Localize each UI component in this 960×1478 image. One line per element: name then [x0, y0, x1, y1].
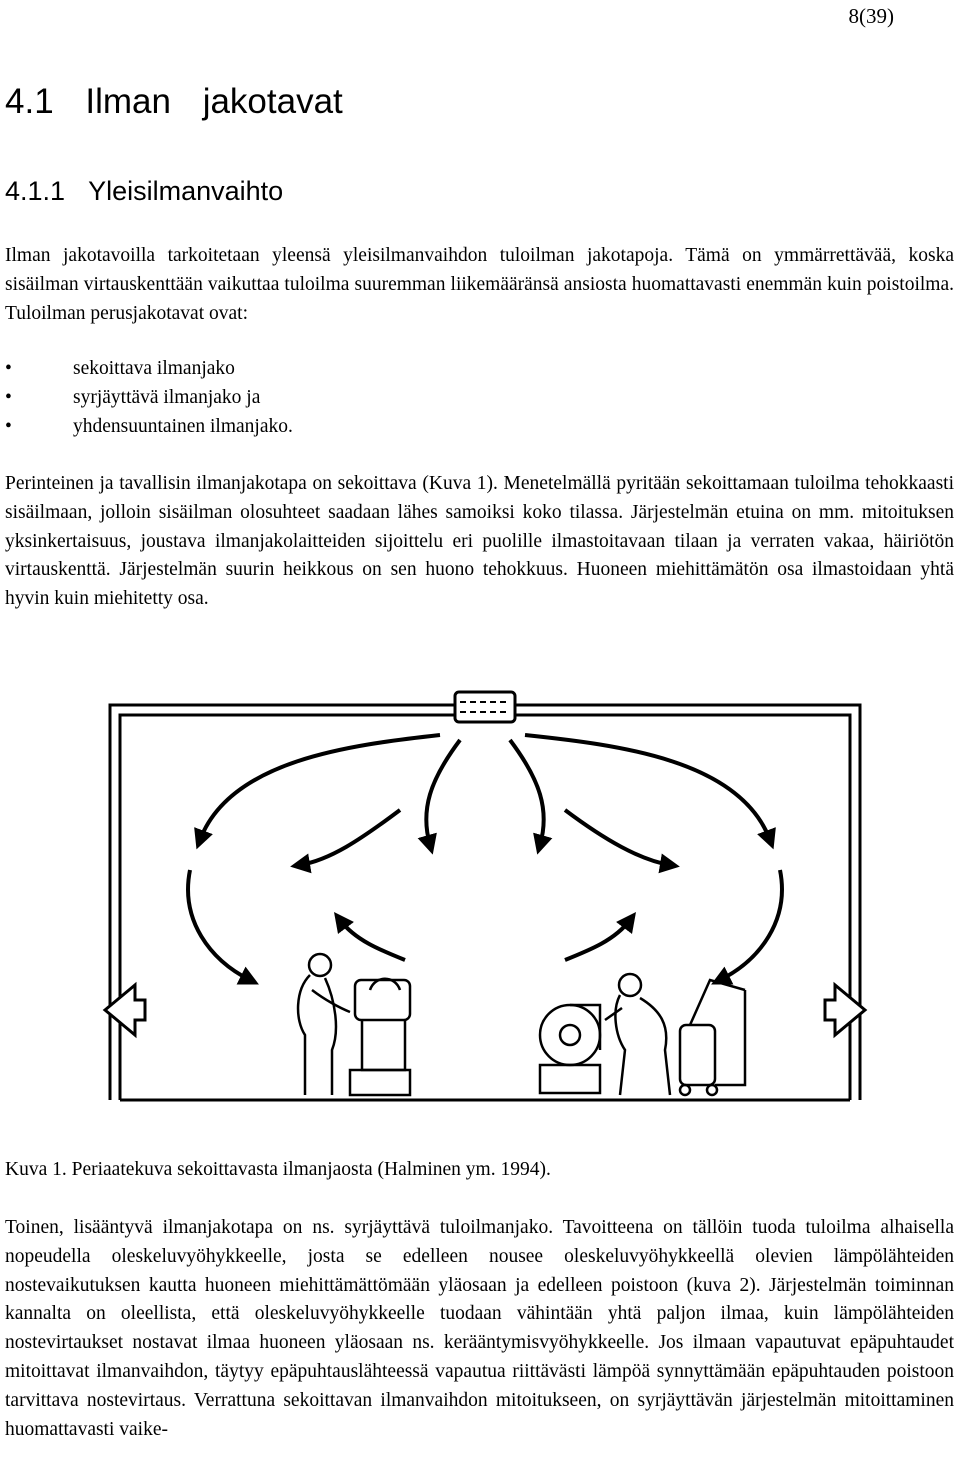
bullet-item [5, 355, 954, 384]
bullet-marker: • [5, 386, 12, 408]
bullet-marker: • [5, 358, 12, 379]
bullet-marker: • [5, 415, 12, 437]
mixing-ventilation-diagram [100, 690, 870, 1105]
worker-with-cart-icon [605, 974, 745, 1095]
worker-at-machine-icon [298, 954, 410, 1095]
bullet-text: sekoittava ilmanjako [73, 358, 235, 379]
bullet-item [5, 384, 954, 413]
room-walls [110, 705, 860, 1100]
bullet-text: yhdensuuntainen ilmanjako. [73, 415, 293, 437]
paragraph-displacement: Toinen, lisääntyvä ilmanjakotapa on ns. syrjäyttävä tuloilmanjako. Tavoitteena on tällöin tuoda tuloilma alhaisella nopeudella oleskeluvyöhykkeelle, josta se edelleen nousee oleskeluvyöhykkeellä olevien lämpölähteiden nostevaikutuksen kautta huoneen miehittämättömään yläosaan ja edelleen poistoon (kuva 2). Järjestelmän toiminnan kannalta on oleellista, että oleskeluvyöhykkeelle tuodaan vähintään yhtä paljon ilmaa, kuin lämpölähteiden nostevirtaukset nostavat ilmaa huoneen yläosaan ns. kerääntymisvyöhykkeelle. Jos ilmaan vapautuvat epäpuhtaudet mitoittavat ilmanvaihdon, täytyy epäpuhtauslähteessä vapautua riittävästi lämpöä synnyttämään epäpuhtauden poistoon tarvittava nostevirtaus. Verrattuna sekoittavan ilmanvaihdon mitoitukseen, on syrjäyttävän järjestelmän mitoittaminen huomattavasti vaike- [5, 1217, 954, 1440]
paragraph-mixing: Perinteinen ja tavallisin ilmanjakotapa on sekoittava (Kuva 1). Menetelmällä pyritään sekoittamaan tuloilma tehokkaasti sisäilmaan, jolloin sisäilman olosuhteet saadaan lähes samoiksi koko tilassa. Järjestelmän etuina on mm. mitoituksen yksinkertaisuus, joustava ilmanjakolaitteiden sijoittelu eri puolille ilmastoitavaan tilaan ja verraten vakaa, häiriötön virtauskenttä. Järjestelmän suurin heikkous on sen huono tehokkuus. Huoneen miehittämätön osa ilmastoidaan yhtä hyvin kuin miehitetty osa. [5, 473, 954, 610]
heading-4-1-1: 4.1.1 Yleisilmanvaihto [5, 176, 284, 206]
figure-caption: Kuva 1. Periaatekuva sekoittavasta ilmanjaosta (Halminen ym. 1994). [5, 1159, 551, 1180]
page-number: 8(39) [848, 4, 894, 28]
bullet-item [5, 413, 954, 442]
fan-icon [540, 1005, 600, 1093]
heading-4-1: 4.1 Ilman jakotavat [5, 82, 343, 121]
paragraph-intro: Ilman jakotavoilla tarkoitetaan yleensä yleisilmanvaihdon tuloilman jakotapoja. Tämä on ymmärrettävää, koska sisäilman virtauskenttään vaikuttaa tuloilma suuremman liikemääränsä ansiosta huomattavasti enemmän kuin poistoilma. Tuloilman perusjakotavat ovat: [5, 245, 954, 324]
curved-airflow-arrow-icon [188, 735, 782, 980]
exhaust-arrow-icon [105, 985, 865, 1035]
supply-diffuser-icon [455, 692, 515, 722]
bullet-list [5, 355, 954, 441]
bullet-text: syrjäyttävä ilmanjako ja [73, 386, 261, 408]
